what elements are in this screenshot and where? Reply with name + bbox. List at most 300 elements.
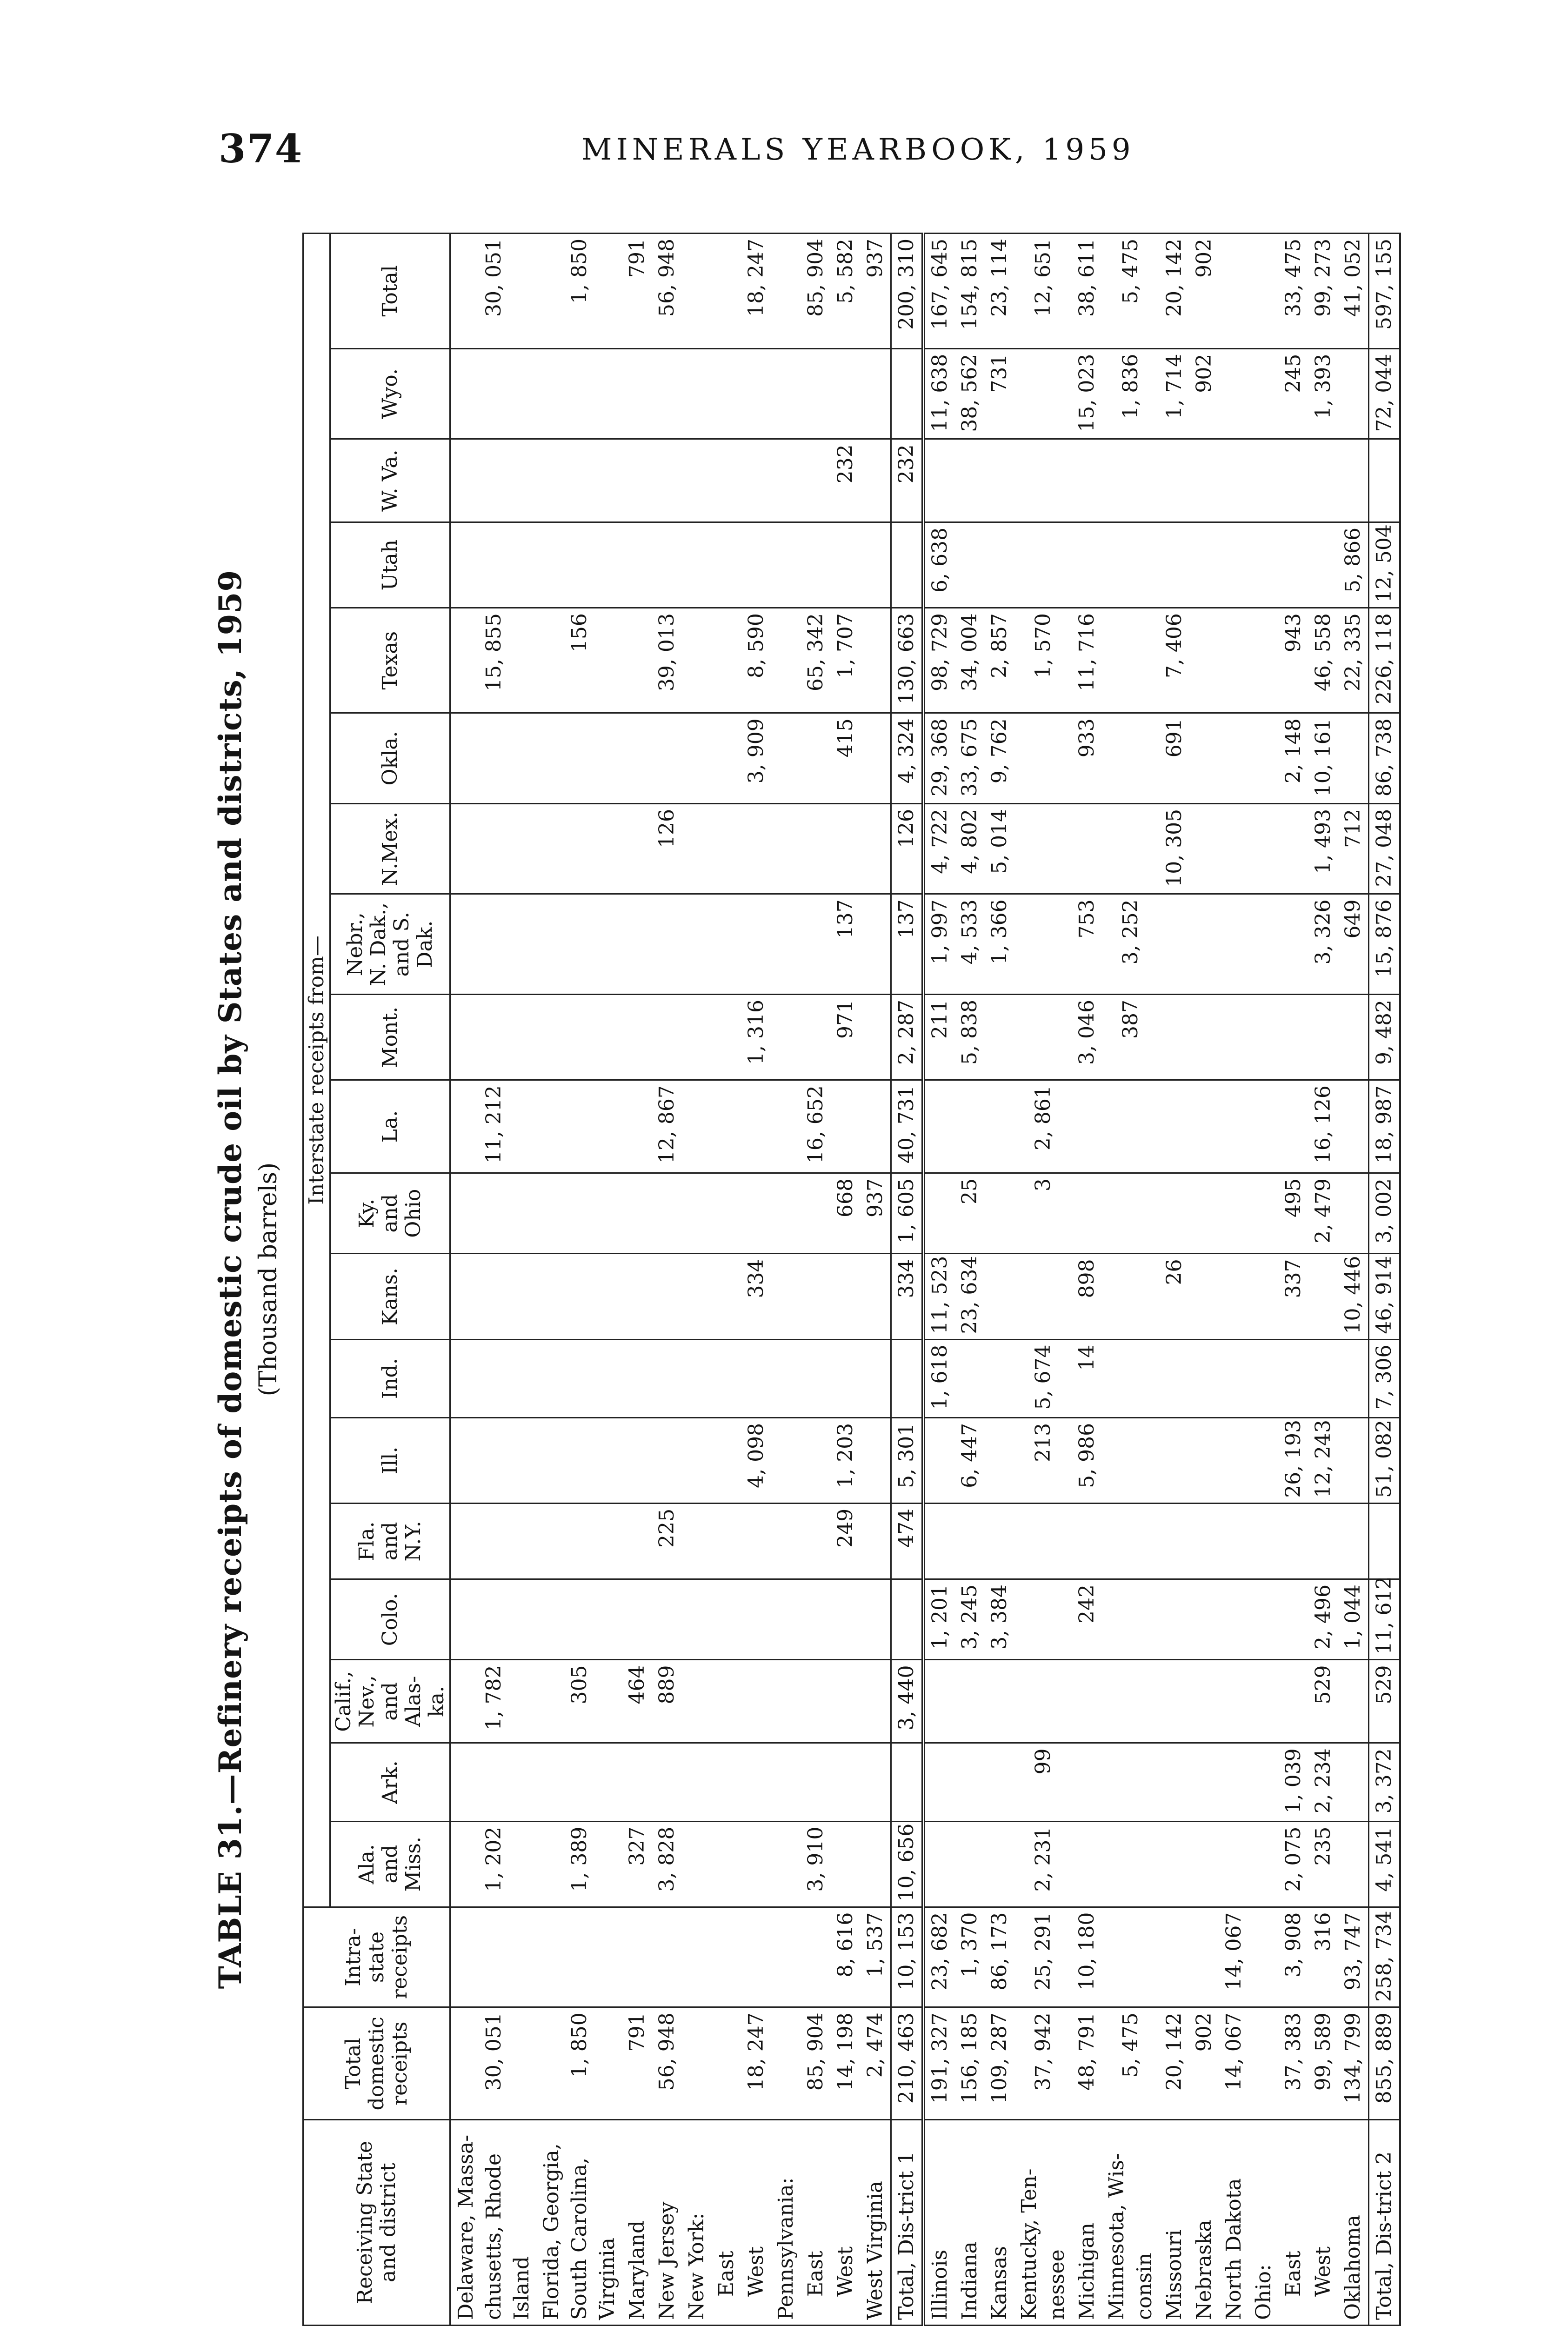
table-cell — [771, 1660, 801, 1743]
table-cell — [801, 995, 831, 1080]
table-cell: 37, 942 — [1014, 2007, 1072, 2120]
table-cell — [682, 1339, 712, 1417]
table-cell — [771, 1339, 801, 1417]
table-cell: 6, 638 — [923, 522, 955, 608]
table-cell — [622, 995, 652, 1080]
table-row — [537, 234, 622, 2326]
table-cell: 86, 173 — [985, 1907, 1014, 2007]
row-label: Minnesota, Wis-consin — [1102, 2120, 1160, 2326]
table-cell: 731 — [985, 348, 1014, 439]
table-cell — [1014, 1579, 1072, 1660]
row-label: Total, Dis-trict 2 — [1369, 2120, 1401, 2326]
table-cell — [712, 1173, 741, 1254]
table-cell — [1189, 1821, 1219, 1907]
table-cell — [1102, 608, 1160, 713]
table-cell — [1249, 995, 1279, 1080]
table-subtitle: (Thousand barrels) — [254, 1162, 282, 1397]
table-cell: 85, 904 — [801, 2007, 831, 2120]
table-cell: 2, 148 — [1279, 713, 1308, 804]
row-label: West — [1308, 2120, 1338, 2326]
table-cell — [861, 894, 891, 995]
table-row — [1160, 234, 1189, 2326]
row-label: East — [1279, 2120, 1308, 2326]
table-cell: 1, 997 — [923, 894, 955, 995]
table-cell: 2, 075 — [1279, 1821, 1308, 1907]
table-cell — [1249, 894, 1279, 995]
table-cell: 10, 446 — [1338, 1254, 1369, 1339]
table-cell — [712, 995, 741, 1080]
table-cell: 258, 734 — [1369, 1907, 1401, 2007]
table-cell: 27, 048 — [1369, 803, 1401, 894]
table-cell: 334 — [891, 1254, 924, 1339]
table-cell — [622, 1254, 652, 1339]
table-cell: 242 — [1072, 1579, 1102, 1660]
table-cell — [1160, 1080, 1189, 1173]
table-cell — [741, 522, 771, 608]
table-cell: 791 — [622, 234, 652, 349]
table-cell — [801, 1743, 831, 1821]
table-cell: 855, 889 — [1369, 2007, 1401, 2120]
table-cell — [1219, 1503, 1249, 1579]
col-header-ind: Ind. — [330, 1339, 450, 1417]
table-cell: 902 — [1189, 348, 1219, 439]
table-cell: 1, 714 — [1160, 348, 1189, 439]
table-cell: 889 — [652, 1660, 682, 1743]
table-cell — [622, 522, 652, 608]
table-cell: 7, 306 — [1369, 1339, 1401, 1417]
table-cell: 130, 663 — [891, 608, 924, 713]
table-cell — [1279, 1503, 1308, 1579]
col-header-ala-and-miss: Ala. and Miss. — [330, 1821, 450, 1907]
table-cell — [450, 1417, 537, 1503]
table-cell: 9, 482 — [1369, 995, 1401, 1080]
table-cell — [712, 1743, 741, 1821]
table-cell: 668 — [831, 1173, 861, 1254]
table-cell: 1, 039 — [1279, 1743, 1308, 1821]
table-cell: 18, 987 — [1369, 1080, 1401, 1173]
table-cell — [1338, 1173, 1369, 1254]
table-cell: 23, 114 — [985, 234, 1014, 349]
table-cell — [1249, 1080, 1279, 1173]
table-cell — [1219, 1080, 1249, 1173]
table-cell: 134, 799 — [1338, 2007, 1369, 2120]
table-cell — [1279, 522, 1308, 608]
table-cell: 33, 675 — [955, 713, 985, 804]
table-cell: 1, 044 — [1338, 1579, 1369, 1660]
table-cell — [537, 803, 622, 894]
table-cell — [537, 1254, 622, 1339]
table-cell — [622, 1743, 652, 1821]
table-cell — [682, 1821, 712, 1907]
col-header-utah: Utah — [330, 522, 450, 608]
table-cell: 14, 067 — [1219, 2007, 1249, 2120]
table-cell: 15, 023 — [1072, 348, 1102, 439]
table-cell: 5, 475 — [1102, 2007, 1160, 2120]
table-cell — [1102, 1173, 1160, 1254]
table-cell — [1189, 1254, 1219, 1339]
table-cell — [652, 1417, 682, 1503]
table-cell: 11, 212 — [450, 1080, 537, 1173]
table-cell — [1279, 995, 1308, 1080]
table-cell — [1160, 995, 1189, 1080]
table-cell: 753 — [1072, 894, 1102, 995]
table-cell: 1, 605 — [891, 1173, 924, 1254]
table-cell — [537, 894, 622, 995]
table-cell — [652, 1173, 682, 1254]
table-cell — [891, 522, 924, 608]
table-cell — [771, 1503, 801, 1579]
table-cell: 5, 866 — [1338, 522, 1369, 608]
table-cell: 4, 722 — [923, 803, 955, 894]
table-cell: 30, 051 — [450, 2007, 537, 2120]
table-row — [1338, 234, 1369, 2326]
table-cell — [1219, 439, 1249, 522]
table-cell — [1249, 1254, 1279, 1339]
table-cell — [831, 522, 861, 608]
table-cell — [1160, 894, 1189, 995]
table-cell: 1, 201 — [923, 1579, 955, 1660]
table-cell — [955, 1821, 985, 1907]
table-cell: 971 — [831, 995, 861, 1080]
table-cell: 12, 243 — [1308, 1417, 1338, 1503]
table-cell — [985, 1743, 1014, 1821]
row-label: East — [801, 2120, 831, 2326]
table-cell: 16, 126 — [1308, 1080, 1338, 1173]
table-cell: 46, 914 — [1369, 1254, 1401, 1339]
table-cell — [771, 2007, 801, 2120]
table-cell: 2, 857 — [985, 608, 1014, 713]
col-header-mont: Mont. — [330, 995, 450, 1080]
table-cell — [741, 1821, 771, 1907]
table-cell — [450, 1173, 537, 1254]
table-cell — [801, 1579, 831, 1660]
table-cell — [771, 1743, 801, 1821]
table-cell — [1249, 234, 1279, 349]
col-header-total: Total — [330, 234, 450, 349]
table-cell — [985, 1660, 1014, 1743]
table-cell — [741, 1660, 771, 1743]
table-cell — [771, 234, 801, 349]
table-cell — [712, 1907, 741, 2007]
table-cell — [1338, 348, 1369, 439]
table-cell — [1189, 894, 1219, 995]
table-cell — [1279, 803, 1308, 894]
table-cell — [801, 1660, 831, 1743]
table-cell — [712, 1417, 741, 1503]
table-cell — [831, 348, 861, 439]
table-cell — [1014, 894, 1072, 995]
table-row — [1249, 234, 1279, 2326]
table-cell: 902 — [1189, 2007, 1219, 2120]
table-cell — [1102, 1503, 1160, 1579]
table-cell — [985, 522, 1014, 608]
table-cell — [622, 1417, 652, 1503]
col-header-texas: Texas — [330, 608, 450, 713]
table-cell: 167, 645 — [923, 234, 955, 349]
table-cell — [652, 348, 682, 439]
table-cell — [537, 995, 622, 1080]
col-header-calif-nev-and-alas-ka: Calif., Nev., and Alas-ka. — [330, 1660, 450, 1743]
table-cell — [923, 1173, 955, 1254]
table-cell — [801, 713, 831, 804]
table-cell — [1219, 894, 1249, 995]
table-cell: 191, 327 — [923, 2007, 955, 2120]
table-cell: 791 — [622, 2007, 652, 2120]
table-cell — [741, 803, 771, 894]
table-cell — [652, 522, 682, 608]
table-cell — [1249, 439, 1279, 522]
table-cell — [537, 713, 622, 804]
table-row — [985, 234, 1014, 2326]
table-cell — [771, 439, 801, 522]
group-header-interstate: Interstate receipts from— — [303, 234, 330, 1907]
table-cell: 211 — [923, 995, 955, 1080]
table-cell — [1072, 1503, 1102, 1579]
table-cell — [537, 1417, 622, 1503]
table-cell — [1189, 1173, 1219, 1254]
table-cell — [1160, 1660, 1189, 1743]
table-cell — [1249, 1660, 1279, 1743]
table-cell — [985, 1503, 1014, 1579]
table-cell — [1189, 439, 1219, 522]
table-cell — [955, 1503, 985, 1579]
table-cell — [1219, 995, 1249, 1080]
table-cell: 387 — [1102, 995, 1160, 1080]
table-cell — [1102, 1907, 1160, 2007]
table-cell: 334 — [741, 1254, 771, 1339]
table-cell — [955, 1743, 985, 1821]
table-cell — [741, 1173, 771, 1254]
table-cell: 72, 044 — [1369, 348, 1401, 439]
table-cell — [1249, 713, 1279, 804]
table-cell — [1014, 995, 1072, 1080]
table-cell — [1338, 1417, 1369, 1503]
table-cell: 2, 861 — [1014, 1080, 1072, 1173]
table-cell: 337 — [1279, 1254, 1308, 1339]
table-cell: 38, 611 — [1072, 234, 1102, 349]
table-cell — [771, 1417, 801, 1503]
row-label: Ohio: — [1249, 2120, 1279, 2326]
table-cell: 933 — [1072, 713, 1102, 804]
table-cell — [801, 348, 831, 439]
table-cell — [1279, 1080, 1308, 1173]
table-cell — [1219, 1579, 1249, 1660]
table-cell — [1189, 713, 1219, 804]
table-cell — [537, 1579, 622, 1660]
table-cell — [1338, 1821, 1369, 1907]
table-row — [1279, 234, 1308, 2326]
table-cell — [955, 1080, 985, 1173]
table-cell: 3, 002 — [1369, 1173, 1401, 1254]
table-cell — [891, 348, 924, 439]
table-cell — [622, 608, 652, 713]
table-cell — [1249, 1339, 1279, 1417]
table-cell: 93, 747 — [1338, 1907, 1369, 2007]
table-cell — [955, 439, 985, 522]
table-cell: 3, 908 — [1279, 1907, 1308, 2007]
table-cell — [741, 1743, 771, 1821]
table-row — [1219, 234, 1249, 2326]
table-cell — [1014, 439, 1072, 522]
table-cell — [1189, 1417, 1219, 1503]
col-header-ill: Ill. — [330, 1417, 450, 1503]
col-header-la: La. — [330, 1080, 450, 1173]
table-cell: 937 — [861, 1173, 891, 1254]
table-cell — [1189, 1080, 1219, 1173]
table-cell: 1, 850 — [537, 2007, 622, 2120]
table-row — [831, 234, 861, 2326]
table-cell — [1014, 522, 1072, 608]
table-cell — [1072, 439, 1102, 522]
table-cell — [1369, 1503, 1401, 1579]
table-cell — [450, 713, 537, 804]
table-cell — [1219, 348, 1249, 439]
table-cell — [861, 1821, 891, 1907]
row-label: Kentucky, Ten-nessee — [1014, 2120, 1072, 2326]
table-cell: 4, 802 — [955, 803, 985, 894]
table-cell: 1, 370 — [955, 1907, 985, 2007]
table-cell — [1308, 1503, 1338, 1579]
table-row — [652, 234, 682, 2326]
table-cell — [1072, 1080, 1102, 1173]
table-cell — [771, 803, 801, 894]
table-cell — [1189, 1743, 1219, 1821]
table-cell — [923, 1821, 955, 1907]
table-cell — [801, 522, 831, 608]
table-cell: 56, 948 — [652, 2007, 682, 2120]
table-cell — [652, 1907, 682, 2007]
table-cell — [712, 1579, 741, 1660]
table-cell — [1279, 1660, 1308, 1743]
table-cell — [861, 439, 891, 522]
table-cell — [682, 1503, 712, 1579]
table-cell: 137 — [891, 894, 924, 995]
table-cell — [801, 1503, 831, 1579]
table-cell — [1279, 1579, 1308, 1660]
table-cell — [861, 1579, 891, 1660]
table-cell: 12, 651 — [1014, 234, 1072, 349]
col-header-receiving: Receiving State and district — [303, 2120, 450, 2326]
table-cell — [712, 1821, 741, 1907]
table-cell — [771, 1579, 801, 1660]
table-cell — [771, 608, 801, 713]
table-cell: 22, 335 — [1338, 608, 1369, 713]
table-cell — [985, 1339, 1014, 1417]
table-cell — [771, 1173, 801, 1254]
table-cell — [891, 1339, 924, 1417]
table-cell — [1189, 1660, 1219, 1743]
table-cell: 14 — [1072, 1339, 1102, 1417]
table-cell — [682, 1173, 712, 1254]
table-cell — [1160, 1417, 1189, 1503]
table-cell — [622, 713, 652, 804]
table-cell — [923, 1417, 955, 1503]
table-cell — [831, 1821, 861, 1907]
table-cell — [955, 1339, 985, 1417]
table-cell: 597, 155 — [1369, 234, 1401, 349]
table-cell — [450, 1339, 537, 1417]
table-cell: 11, 638 — [923, 348, 955, 439]
table-cell — [712, 803, 741, 894]
table-cell: 5, 582 — [831, 234, 861, 349]
table-cell: 12, 867 — [652, 1080, 682, 1173]
table-cell: 1, 782 — [450, 1660, 537, 1743]
table-cell: 20, 142 — [1160, 2007, 1189, 2120]
table-cell: 40, 731 — [891, 1080, 924, 1173]
table-cell — [537, 439, 622, 522]
table-cell — [682, 1417, 712, 1503]
table-cell: 9, 762 — [985, 713, 1014, 804]
table-cell — [622, 348, 652, 439]
table-cell — [652, 995, 682, 1080]
table-cell: 99, 273 — [1308, 234, 1338, 349]
table-cell — [1189, 1503, 1219, 1579]
table-cell: 649 — [1338, 894, 1369, 995]
table-cell: 495 — [1279, 1173, 1308, 1254]
table-cell: 99, 589 — [1308, 2007, 1338, 2120]
table-cell: 3, 828 — [652, 1821, 682, 1907]
table-cell — [771, 894, 801, 995]
row-label: North Dakota — [1219, 2120, 1249, 2326]
table-cell — [1160, 522, 1189, 608]
table-cell — [1219, 1339, 1249, 1417]
table-cell — [741, 1579, 771, 1660]
table-cell — [801, 1339, 831, 1417]
table-cell: 10, 180 — [1072, 1907, 1102, 2007]
table-cell — [831, 1660, 861, 1743]
table-cell — [1338, 995, 1369, 1080]
table-cell — [1219, 608, 1249, 713]
table-cell — [831, 1743, 861, 1821]
table-cell — [682, 713, 712, 804]
table-total-row — [891, 234, 924, 2326]
table-cell — [1308, 439, 1338, 522]
row-label: Maryland — [622, 2120, 652, 2326]
table-cell — [1189, 1907, 1219, 2007]
table-cell: 1, 389 — [537, 1821, 622, 1907]
table-cell — [1102, 1743, 1160, 1821]
table-cell — [1072, 522, 1102, 608]
table-cell — [712, 348, 741, 439]
table-cell — [1102, 1821, 1160, 1907]
col-header-n-mex: N.Mex. — [330, 803, 450, 894]
table-cell — [682, 439, 712, 522]
table-cell — [1102, 1660, 1160, 1743]
table-row — [1072, 234, 1102, 2326]
table-cell: 4, 098 — [741, 1417, 771, 1503]
table-cell — [1279, 439, 1308, 522]
table-cell — [1014, 1254, 1072, 1339]
table-row — [450, 234, 537, 2326]
table-cell — [712, 1254, 741, 1339]
table-cell — [1219, 1821, 1249, 1907]
table-cell: 2, 474 — [861, 2007, 891, 2120]
table-cell — [741, 439, 771, 522]
table-cell — [652, 439, 682, 522]
table-cell: 15, 855 — [450, 608, 537, 713]
table-cell — [1160, 1173, 1189, 1254]
table-cell — [923, 1743, 955, 1821]
table-cell — [1219, 522, 1249, 608]
table-cell: 1, 366 — [985, 894, 1014, 995]
table-cell: 156 — [537, 608, 622, 713]
table-cell: 16, 652 — [801, 1080, 831, 1173]
table-cell — [985, 439, 1014, 522]
table-cell: 2, 479 — [1308, 1173, 1338, 1254]
table-cell — [1072, 803, 1102, 894]
row-label: West — [831, 2120, 861, 2326]
table-cell: 245 — [1279, 348, 1308, 439]
